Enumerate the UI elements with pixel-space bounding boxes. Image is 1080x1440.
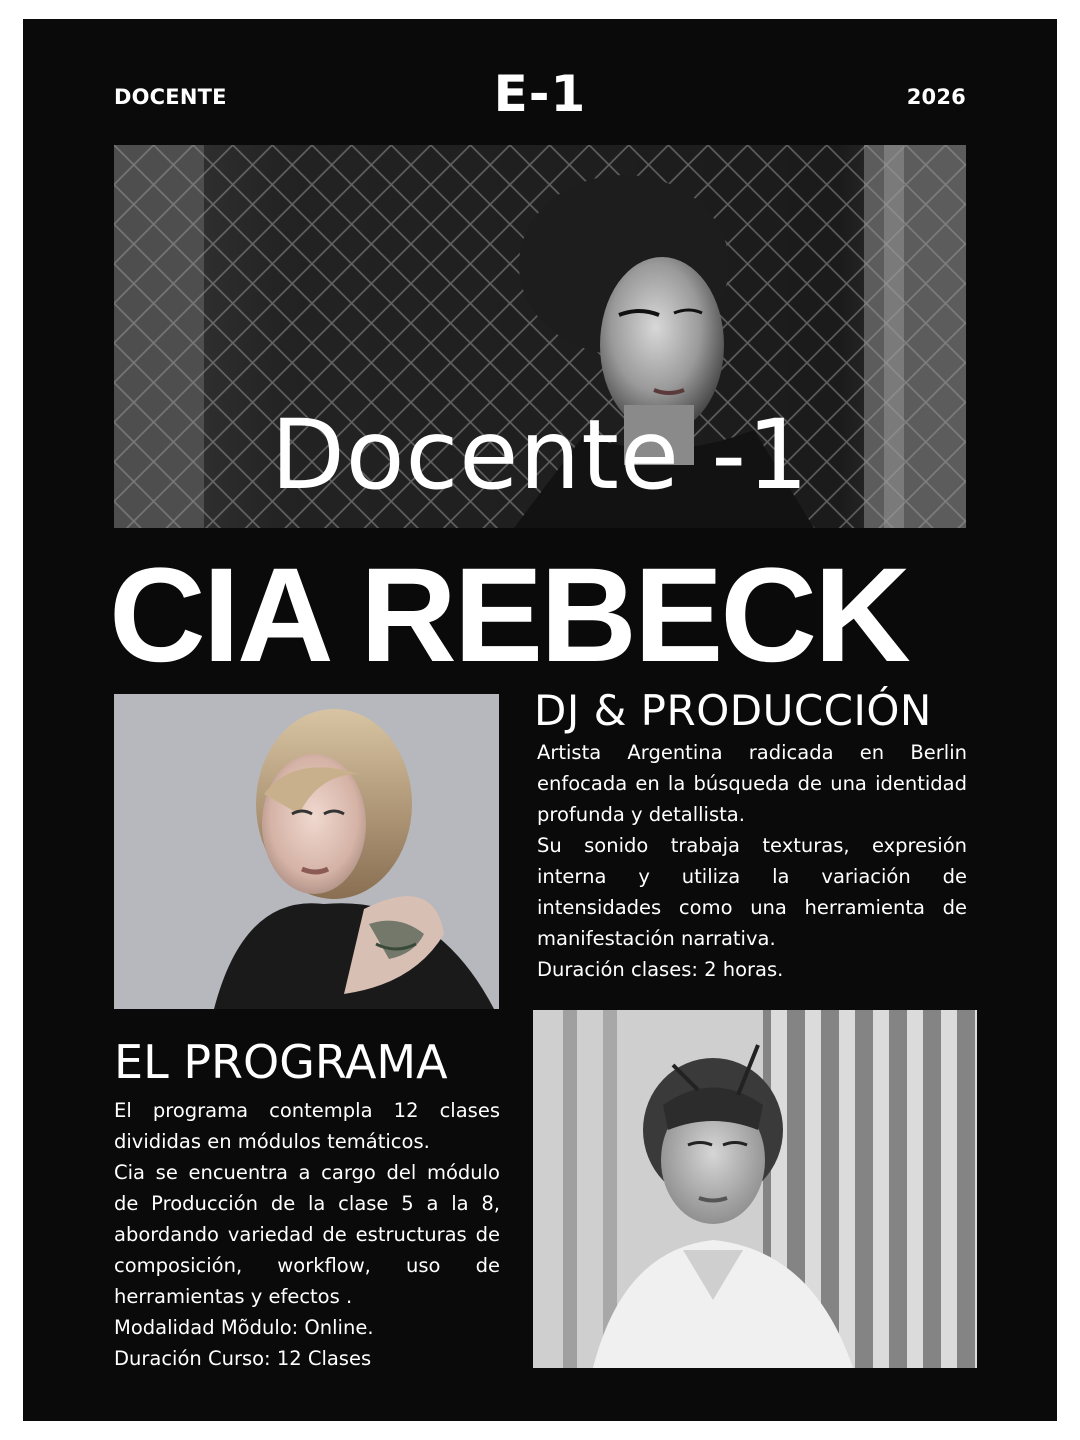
program-description bbox=[114, 1095, 500, 1374]
street-portrait-art bbox=[533, 1010, 977, 1368]
studio-portrait-art bbox=[114, 694, 499, 1009]
bio-paragraph: Artista Argentina radicada en Berlin enfocada en la búsqueda de una identidad profunda y detallista. bbox=[537, 741, 967, 826]
studio-portrait-photo bbox=[114, 694, 499, 1009]
bio-paragraph: Su sonido trabaja texturas, expresión interna y utiliza la variación de intensidades como una herramienta de manifestación narrativa. bbox=[537, 834, 967, 950]
artist-bio bbox=[537, 737, 967, 985]
poster bbox=[23, 19, 1057, 1421]
program-duration: Duración Curso: 12 Clases bbox=[114, 1347, 372, 1370]
bio-duration: Duración clases: 2 horas. bbox=[537, 958, 784, 981]
header-year: 2026 bbox=[906, 85, 966, 109]
hero-title: Docente -1 bbox=[270, 399, 810, 511]
program-title: EL PROGRAMA bbox=[114, 1035, 448, 1089]
street-portrait-photo bbox=[533, 1010, 977, 1368]
program-paragraph: El programa contempla 12 clases divididas en módulos temáticos. bbox=[114, 1099, 500, 1153]
program-modality: Modalidad Mõdulo: Online. bbox=[114, 1316, 374, 1339]
artist-role: DJ & PRODUCCIÓN bbox=[534, 686, 932, 735]
program-paragraph: Cia se encuentra a cargo del módulo de Producción de la clase 5 a la 8, abordando variedad de estructuras de composición, workflow, uso de herramientas y efectos . bbox=[114, 1161, 500, 1308]
header-left-label: DOCENTE bbox=[114, 85, 227, 109]
artist-name: CIA REBECK bbox=[109, 541, 908, 690]
header-code: E-1 bbox=[493, 65, 587, 123]
